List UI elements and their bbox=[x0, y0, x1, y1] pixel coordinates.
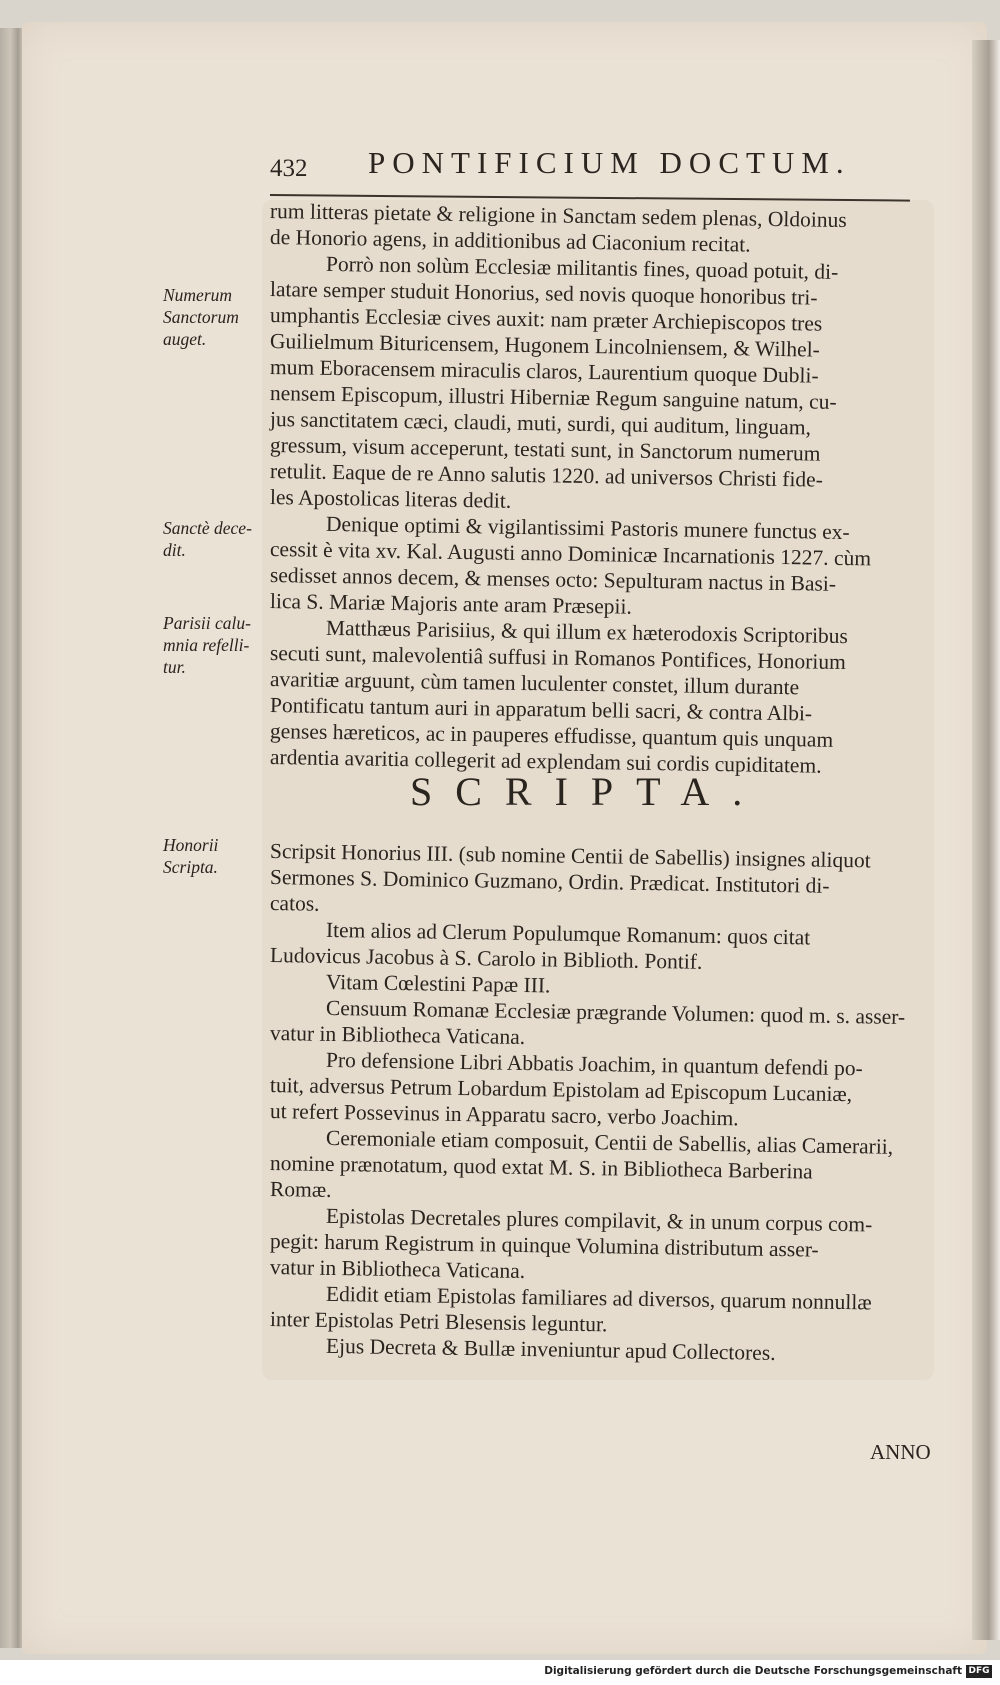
text-line: genses hæreticos, ac in pauperes effudisse, quantum quis unquam bbox=[269, 719, 834, 752]
margin-note-parisii bbox=[163, 612, 263, 678]
margin-note-line: Numerum bbox=[163, 285, 233, 305]
text-line: Pontificatu tantum auri in apparatum belli sacri, & contra Albi- bbox=[269, 693, 813, 726]
margin-note-sancte bbox=[163, 517, 263, 561]
text-line: Item alios ad Clerum Populumque Romanum: quos citat bbox=[325, 917, 811, 950]
text-line: Matthæus Parisiius, & qui illum ex hæterodoxis Scriptoribus bbox=[325, 615, 849, 649]
running-head bbox=[270, 145, 870, 185]
main-text-block bbox=[269, 198, 930, 778]
text-line: inter Epistolas Petri Blesensis leguntur. bbox=[269, 1307, 608, 1337]
text-line: Sermones S. Dominico Guzmano, Ordin. Prædicat. Institutori di- bbox=[269, 865, 830, 898]
text-line: ardentia avaritia collegerit ad explendam sui cordis cupiditatem. bbox=[269, 745, 822, 778]
text-line: vatur in Bibliotheca Vaticana. bbox=[269, 1255, 526, 1284]
text-line: Porrò non solùm Ecclesiæ militantis fines, quoad potuit, di- bbox=[325, 251, 839, 284]
text-line: catos. bbox=[269, 891, 320, 916]
text-line: rum litteras pietate & religione in Sanctam sedem plenas, Oldoinus bbox=[269, 199, 847, 233]
text-line: pegit: harum Registrum in quinque Volumina distributum asser- bbox=[269, 1229, 819, 1262]
text-line: Censuum Romanæ Ecclesiæ prægrande Volumen: quod m. s. asser- bbox=[325, 995, 906, 1029]
margin-note-line: Scripta. bbox=[163, 857, 218, 877]
text-line: Scripsit Honorius III. (sub nomine Centii de Sabellis) insignes aliquot bbox=[269, 839, 871, 873]
text-line: Romæ. bbox=[269, 1177, 332, 1202]
margin-note-line: Sanctorum bbox=[163, 307, 239, 327]
running-title: PONTIFICIUM DOCTUM. bbox=[368, 145, 851, 180]
text-line: nensem Episcopum, illustri Hiberniæ Regum sanguine natum, cu- bbox=[269, 381, 837, 414]
text-line: avaritiæ arguunt, cùm tamen luculenter constet, illum durante bbox=[269, 667, 800, 700]
text-line: Denique optimi & vigilantissimi Pastoris munere functus ex- bbox=[325, 511, 850, 545]
text-line: ut refert Possevinus in Apparatu sacro, verbo Joachim. bbox=[269, 1099, 739, 1131]
text-line: Pro defensione Libri Abbatis Joachim, in quantum defendi po- bbox=[325, 1047, 863, 1081]
section-heading-scripta: SCRIPTA. bbox=[410, 769, 766, 814]
margin-note-line: Sanctè dece- bbox=[163, 518, 252, 538]
page-fore-edge bbox=[972, 40, 1000, 1640]
text-line: Epistolas Decretales plures compilavit, & in unum corpus com- bbox=[325, 1203, 873, 1237]
margin-note-line: Parisii calu- bbox=[163, 613, 251, 633]
text-line: nomine prænotatum, quod extat M. S. in Bibliotheca Barberina bbox=[269, 1151, 813, 1184]
text-line: gressum, visum acceperunt, testati sunt, in Sanctorum numerum bbox=[269, 433, 821, 466]
footer-credit: Digitalisierung gefördert durch die Deutsche Forschungsgemeinschaft bbox=[544, 1665, 962, 1677]
text-line: vatur in Bibliotheca Vaticana. bbox=[269, 1021, 526, 1050]
margin-note-line: auget. bbox=[163, 329, 207, 349]
text-line: umphantis Ecclesiæ cives auxit: nam præter Archiepiscopos tres bbox=[269, 303, 823, 336]
text-line: Edidit etiam Epistolas familiares ad diversos, quarum nonnullæ bbox=[325, 1281, 872, 1315]
text-line: mum Eboracensem miraculis claros, Laurentium quoque Dubli- bbox=[269, 355, 819, 388]
text-line: jus sanctitatem cæci, claudi, muti, surdi, qui auditum, linguam, bbox=[269, 407, 812, 440]
text-line: sedisset annos decem, & menses octo: Sepulturam nactus in Basi- bbox=[269, 563, 837, 596]
text-line: Ceremoniale etiam composuit, Centii de Sabellis, alias Camerarii, bbox=[325, 1125, 894, 1159]
text-line: Vitam Cœlestini Papæ III. bbox=[325, 969, 551, 998]
margin-note-line: Honorii bbox=[163, 835, 219, 855]
dfg-logo-icon: DFG bbox=[966, 1665, 992, 1678]
text-line: les Apostolicas literas dedit. bbox=[269, 485, 512, 513]
page-number: 432 bbox=[270, 155, 308, 182]
digitization-footer bbox=[0, 1660, 1000, 1685]
margin-note-honorii bbox=[163, 834, 263, 878]
text-line: tuit, adversus Petrum Lobardum Epistolam ad Episcopum Lucaniæ, bbox=[269, 1073, 853, 1107]
catchword: ANNO bbox=[870, 1440, 931, 1464]
text-line: de Honorio agens, in additionibus ad Ciaconium recitat. bbox=[269, 225, 751, 257]
text-line: latare semper studuit Honorius, sed novis quoque honoribus tri- bbox=[269, 277, 818, 310]
text-line: Ludovicus Jacobus à S. Carolo in Biblioth. Pontif. bbox=[269, 943, 703, 974]
text-line: lica S. Mariæ Majoris ante aram Præsepii. bbox=[269, 589, 633, 619]
text-line: Guilielmum Bituricensem, Hugonem Lincolniensem, & Wilhel- bbox=[269, 329, 821, 362]
text-line: Ejus Decreta & Bullæ inveniuntur apud Collectores. bbox=[325, 1333, 776, 1365]
margin-note-numerum bbox=[163, 284, 263, 350]
scripta-text-block bbox=[269, 838, 930, 1365]
margin-note-line: mnia refelli- bbox=[163, 635, 250, 655]
text-line: secuti sunt, malevolentiâ suffusi in Romanos Pontifices, Honorium bbox=[269, 641, 846, 675]
margin-note-line: tur. bbox=[163, 657, 186, 677]
text-line: retulit. Eaque de re Anno salutis 1220. ad universos Christi fide- bbox=[269, 459, 824, 492]
text-line: cessit è vita xv. Kal. Augusti anno Dominicæ Incarnationis 1227. cùm bbox=[269, 537, 872, 571]
margin-note-line: dit. bbox=[163, 540, 186, 560]
